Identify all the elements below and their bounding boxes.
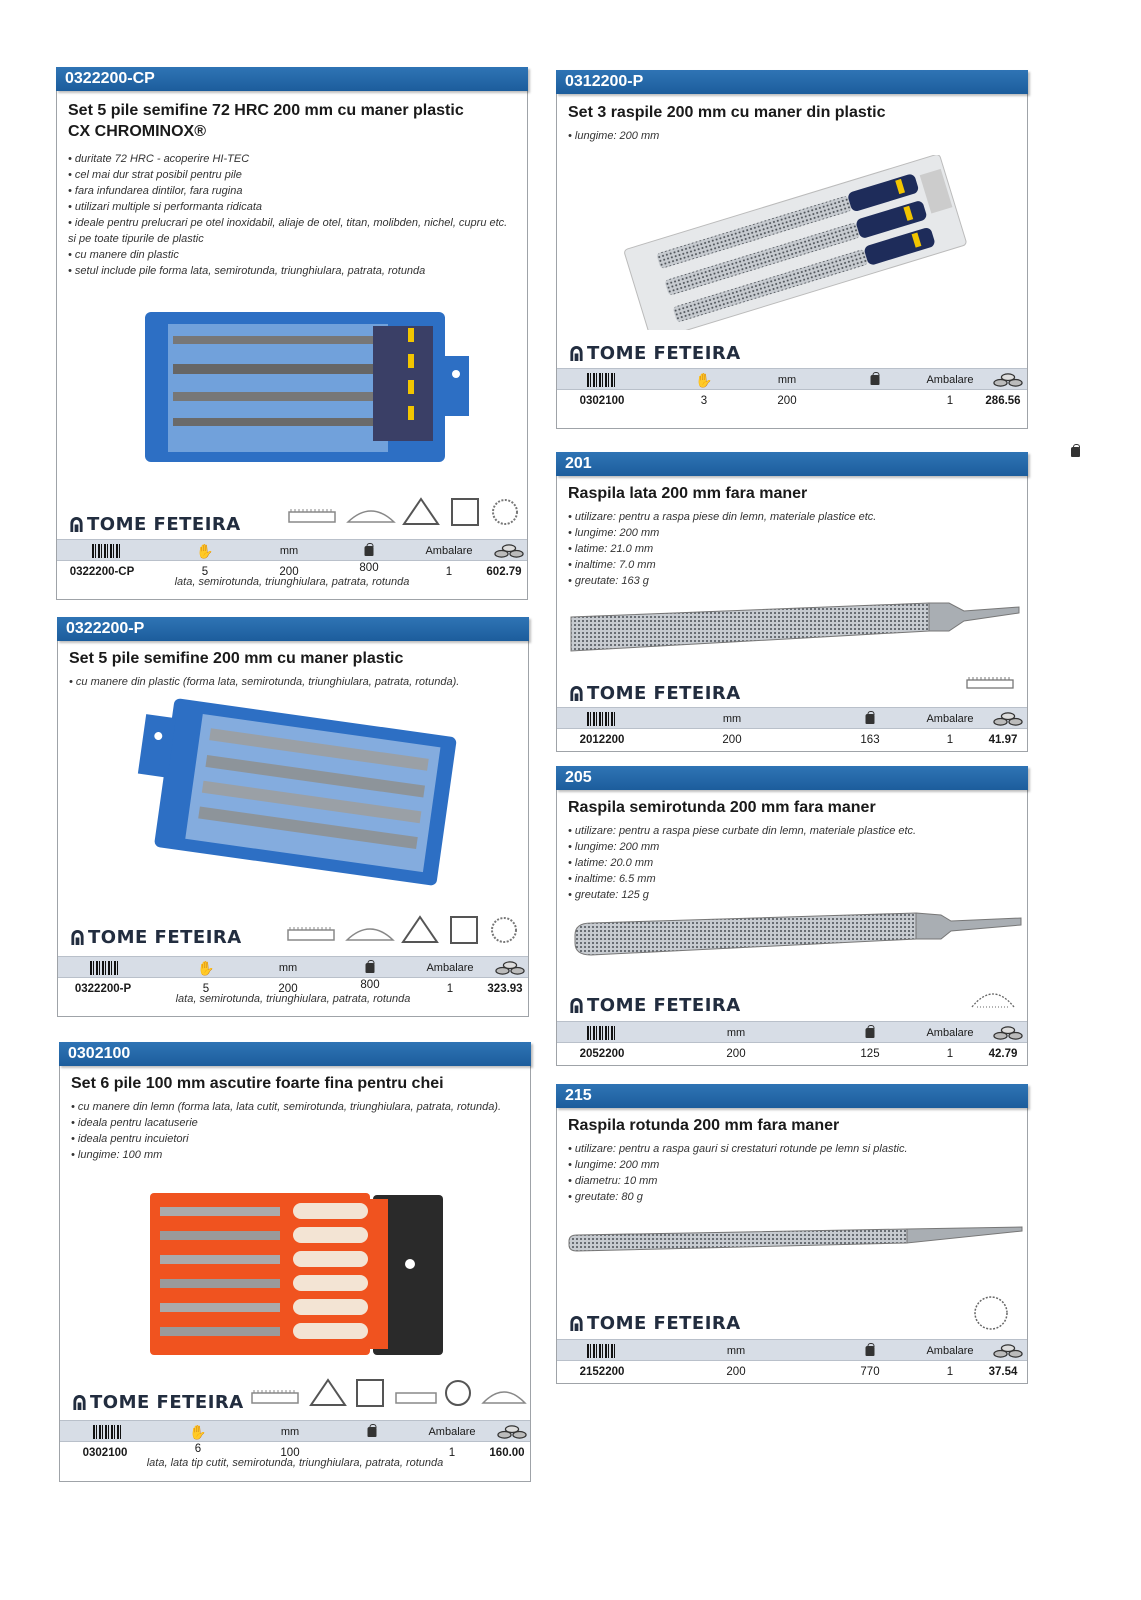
round-file-shape-icon bbox=[488, 914, 520, 946]
price-table-header bbox=[557, 707, 1027, 729]
hand-icon: ✋ bbox=[196, 543, 214, 559]
triangular-file-shape-icon bbox=[400, 914, 440, 946]
price-table-header bbox=[58, 956, 528, 978]
barcode-icon bbox=[587, 708, 617, 730]
mm-label: mm bbox=[280, 1426, 300, 1438]
flat-file-shape-icon bbox=[250, 1387, 302, 1409]
barcode-icon bbox=[92, 540, 122, 562]
table-row: 0322200-P 5 200 800 1 323.93 bbox=[74, 979, 523, 995]
product-code-header: 0322200-P bbox=[57, 617, 529, 641]
hand-icon: ✋ bbox=[189, 1424, 207, 1440]
product-card-205 bbox=[556, 766, 1028, 1066]
product-photo bbox=[567, 1221, 1023, 1261]
product-title: Set 3 raspile 200 mm cu maner din plastic bbox=[568, 104, 886, 121]
table-row: 0302100 6 100 1 160.00 bbox=[82, 1443, 525, 1459]
flat-file-shape-icon bbox=[286, 924, 338, 946]
barcode-icon bbox=[587, 1340, 617, 1362]
feature-list: • lungime: 200 mm bbox=[568, 128, 659, 144]
product-code-header: 0322200-CP bbox=[56, 67, 528, 91]
flat-rasp-shape-icon bbox=[965, 675, 1015, 693]
price-table-header bbox=[557, 1339, 1027, 1361]
packaging-label: Ambalare bbox=[926, 713, 974, 725]
product-title: Raspila semirotunda 200 mm fara maner bbox=[568, 799, 876, 816]
price-table bbox=[57, 539, 527, 588]
brand-logo-icon bbox=[569, 685, 584, 702]
packaging-label: Ambalare bbox=[425, 545, 473, 557]
product-photo bbox=[148, 1189, 448, 1359]
feature-list: • cu manere din lemn (forma lata, lata cutit, semirotunda, triunghiulara, patrata, rotunda). • ideala pentru lacatuserie • ideala pentru incuietori • lungime: 100 mm bbox=[71, 1099, 501, 1163]
price-table-header bbox=[60, 1420, 530, 1442]
brand-logo: TOME FETEIRA bbox=[569, 683, 741, 704]
product-code-header: 0302100 bbox=[59, 1042, 531, 1066]
product-card-0312200-p bbox=[556, 70, 1028, 429]
coins-icon bbox=[993, 369, 1023, 391]
table-row: 0302100 3 200 1 286.56 bbox=[579, 395, 1021, 407]
price-table bbox=[58, 956, 528, 1005]
barcode-icon bbox=[587, 1022, 617, 1044]
coins-icon bbox=[495, 957, 525, 979]
product-card-0322200-p bbox=[57, 617, 529, 1017]
product-photo bbox=[133, 696, 463, 886]
half-round-file-shape-icon bbox=[345, 498, 397, 528]
brand-logo-icon bbox=[569, 1315, 584, 1332]
mm-label: mm bbox=[279, 545, 299, 557]
triangular-file-shape-icon bbox=[401, 496, 441, 528]
product-card-0322200-cp bbox=[56, 67, 528, 600]
table-row: 2052200 200 125 1 42.79 bbox=[579, 1048, 1018, 1060]
mm-label: mm bbox=[726, 1345, 746, 1357]
barcode-icon bbox=[93, 1421, 123, 1443]
product-code-header: 201 bbox=[556, 452, 1028, 476]
product-code-header: 205 bbox=[556, 766, 1028, 790]
brand-logo-icon bbox=[569, 345, 584, 362]
brand-logo: TOME FETEIRA bbox=[569, 1313, 741, 1334]
half-round-rasp-shape-icon bbox=[969, 981, 1017, 1011]
hand-icon: ✋ bbox=[197, 960, 215, 976]
coins-icon bbox=[993, 708, 1023, 730]
product-card-0302100 bbox=[59, 1042, 531, 1482]
weight-icon bbox=[1071, 443, 1080, 461]
packaging-label: Ambalare bbox=[926, 1027, 974, 1039]
table-row: 0322200-CP 5 200 800 1 602.79 bbox=[69, 562, 522, 578]
packaging-label: Ambalare bbox=[428, 1426, 476, 1438]
hand-icon: ✋ bbox=[695, 372, 713, 388]
flat-file-shape-icon bbox=[287, 506, 339, 528]
product-title: Raspila rotunda 200 mm fara maner bbox=[568, 1117, 840, 1134]
triangular-file-shape-icon bbox=[308, 1377, 348, 1409]
square-file-shape-icon bbox=[448, 914, 480, 946]
product-title: Set 5 pile semifine 200 mm cu maner plastic bbox=[69, 650, 404, 667]
price-table bbox=[557, 707, 1027, 751]
round-file-shape-icon bbox=[442, 1377, 474, 1409]
brand-logo-icon bbox=[569, 997, 584, 1014]
barcode-icon bbox=[587, 369, 617, 391]
product-code-header: 0312200-P bbox=[556, 70, 1028, 94]
brand-logo: TOME FETEIRA bbox=[69, 514, 241, 535]
weight-icon bbox=[866, 1022, 875, 1044]
coins-icon bbox=[497, 1421, 527, 1443]
price-table-header bbox=[557, 368, 1027, 390]
product-card-201 bbox=[556, 452, 1028, 752]
brand-logo: TOME FETEIRA bbox=[70, 927, 242, 948]
price-table-header bbox=[557, 1021, 1027, 1043]
packaging-label: Ambalare bbox=[926, 1345, 974, 1357]
feature-list: • utilizare: pentru a raspa piese din lemn, materiale plastice etc. • lungime: 200 mm • latime: 21.0 mm • inaltime: 7.0 mm • greutate: 163 g bbox=[568, 509, 876, 589]
product-card-215 bbox=[556, 1084, 1028, 1384]
mm-label: mm bbox=[726, 1027, 746, 1039]
half-round-file-shape-icon bbox=[480, 1379, 528, 1409]
product-code-header: 215 bbox=[556, 1084, 1028, 1108]
product-title: Set 6 pile 100 mm ascutire foarte fina pentru chei bbox=[71, 1075, 444, 1092]
feature-list: • duritate 72 HRC - acoperire HI-TEC • cel mai dur strat posibil pentru pile • fara infundarea dintilor, fara rugina • utilizari multiple si performanta ridicata • ideale pentru prelucrari pe otel inoxidabil, aliaje de otel, titan, molibden, nichel, cupru etc. si pe toate tipurile de plastic • cu manere din plastic • setul include pile forma lata, semirotunda, triunghiulara, patrata, rotunda bbox=[68, 151, 507, 279]
brand-logo-icon bbox=[70, 929, 85, 946]
brand-logo-icon bbox=[72, 1394, 87, 1411]
price-table bbox=[557, 1021, 1027, 1065]
product-title: Raspila lata 200 mm fara maner bbox=[568, 485, 808, 502]
product-photo bbox=[569, 599, 1024, 659]
file-shapes-note: lata, semirotunda, triunghiulara, patrata, rotunda bbox=[175, 993, 411, 1005]
barcode-icon bbox=[90, 957, 120, 979]
coins-icon bbox=[993, 1022, 1023, 1044]
square-file-shape-icon bbox=[449, 496, 481, 528]
half-round-file-shape-icon bbox=[344, 916, 396, 946]
round-file-shape-icon bbox=[489, 496, 521, 528]
knife-file-shape-icon bbox=[394, 1387, 438, 1409]
file-shapes-note: lata, lata tip cutit, semirotunda, triunghiulara, patrata, rotunda bbox=[146, 1457, 444, 1469]
feature-list: • utilizare: pentru a raspa gauri si crestaturi rotunde pe lemn si plastic. • lungime: 200 mm • diametru: 10 mm • greutate: 80 g bbox=[568, 1141, 908, 1205]
brand-logo: TOME FETEIRA bbox=[72, 1392, 244, 1413]
feature-list: • utilizare: pentru a raspa piese curbate din lemn, materiale plastice etc. • lungime: 200 mm • latime: 20.0 mm • inaltime: 6.5 mm • greutate: 125 g bbox=[568, 823, 916, 903]
weight-icon bbox=[368, 1421, 377, 1443]
brand-logo: TOME FETEIRA bbox=[569, 343, 741, 364]
weight-icon bbox=[871, 369, 880, 391]
product-title: Set 5 pile semifine 72 HRC 200 mm cu maner plastic CX CHROMINOX® bbox=[68, 102, 464, 140]
packaging-label: Ambalare bbox=[426, 962, 474, 974]
weight-icon bbox=[866, 1340, 875, 1362]
feature-list: • cu manere din plastic (forma lata, semirotunda, triunghiulara, patrata, rotunda). bbox=[69, 674, 459, 690]
product-photo bbox=[143, 306, 473, 476]
price-table bbox=[557, 368, 1027, 412]
weight-icon bbox=[866, 708, 875, 730]
table-row: 2152200 200 770 1 37.54 bbox=[579, 1366, 1018, 1378]
mm-label: mm bbox=[777, 374, 797, 386]
coins-icon bbox=[494, 540, 524, 562]
brand-logo: TOME FETEIRA bbox=[569, 995, 741, 1016]
product-photo bbox=[571, 909, 1023, 963]
coins-icon bbox=[993, 1340, 1023, 1362]
round-rasp-shape-icon bbox=[971, 1293, 1011, 1333]
price-table bbox=[60, 1420, 530, 1469]
price-table bbox=[557, 1339, 1027, 1383]
file-shapes-note: lata, semirotunda, triunghiulara, patrata, rotunda bbox=[174, 576, 410, 588]
price-table-header bbox=[57, 539, 527, 561]
square-file-shape-icon bbox=[354, 1377, 386, 1409]
mm-label: mm bbox=[722, 713, 742, 725]
packaging-label: Ambalare bbox=[926, 374, 974, 386]
product-photo bbox=[619, 155, 969, 330]
table-row: 2012200 200 163 1 41.97 bbox=[579, 734, 1018, 746]
brand-logo-icon bbox=[69, 516, 84, 533]
mm-label: mm bbox=[278, 962, 298, 974]
